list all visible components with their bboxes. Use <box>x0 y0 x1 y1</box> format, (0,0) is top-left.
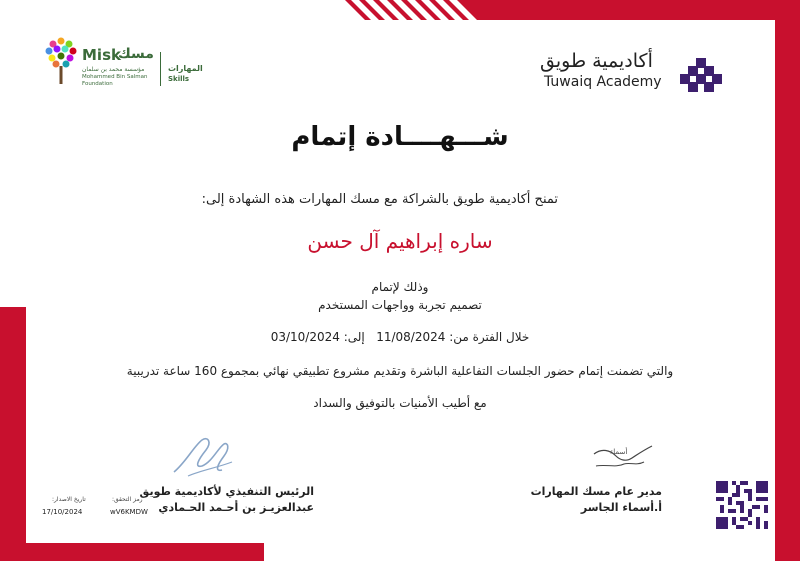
tuwaiq-ar: أكاديمية طويق <box>540 50 653 72</box>
misk-foundation-en-1: Mohammed Bin Salman <box>82 74 148 80</box>
misk-foundation-en-2: Foundation <box>82 81 113 87</box>
completion-label: وذلك لإتمام <box>371 280 429 294</box>
right-signatory-title: مدير عام مسك المهارات <box>530 485 662 498</box>
date-to-label: إلى: <box>343 330 365 344</box>
bottom-red-band <box>0 543 264 561</box>
misk-ar: مسك <box>118 46 154 62</box>
certificate-title: شـــهــــادة إتمام <box>291 122 509 152</box>
verification-label: رمز التحقق: <box>112 496 143 503</box>
date-to: 03/10/2024 <box>270 330 340 344</box>
right-signature-scribble <box>586 440 658 480</box>
issue-date: 17/10/2024 <box>42 508 83 516</box>
left-signatory-name: عبدالعزيـز بن أحـمد الحـمادي <box>158 501 314 514</box>
tuwaiq-logo-icon <box>678 56 728 94</box>
misk-foundation-ar: مؤسسة محمد بن سلمان <box>82 66 145 73</box>
period-line <box>0 330 800 344</box>
misk-tree-logo <box>43 36 79 94</box>
right-signatory-name: أ.أسماء الجاسر <box>580 501 662 514</box>
top-stripes-decoration <box>345 0 775 20</box>
description-line: والتي تضمنت إتمام حضور الجلسات التفاعلية الباشرة وتقديم مشروع تطبيقي نهائي بمجموع 160 ساعة تدريبية <box>126 364 674 378</box>
verification-code: wV6KMDW <box>110 508 148 516</box>
period-label: خلال الفترة من: <box>449 330 530 344</box>
wishes-line: مع أطيب الأمنيات بالتوفيق والسداد <box>313 396 487 410</box>
tuwaiq-en: Tuwaiq Academy <box>544 74 662 90</box>
misk-en: Misk <box>82 46 121 64</box>
recipient-name: ساره إبراهيم آل حسن <box>307 229 493 253</box>
misk-divider <box>160 52 161 86</box>
course-name: تصميم تجربة وواجهات المستخدم <box>318 298 482 312</box>
skills-ar: المهارات <box>168 64 203 73</box>
skills-en: Skills <box>168 75 190 83</box>
verification-qr-code[interactable] <box>716 481 768 529</box>
date-from: 11/08/2024 <box>376 330 446 344</box>
left-signatory-title: الرئيس التنفيذي لأكاديمية طويق <box>139 485 314 498</box>
left-signature-scribble <box>168 432 238 480</box>
intro-line: تمنح أكاديمية طويق بالشراكة مع مسك المهارات هذه الشهادة إلى: <box>201 192 558 207</box>
svg-text:أسماء: أسماء <box>610 448 628 456</box>
left-red-band <box>0 307 26 561</box>
issue-date-label: تاريخ الاصدار: <box>52 496 86 503</box>
